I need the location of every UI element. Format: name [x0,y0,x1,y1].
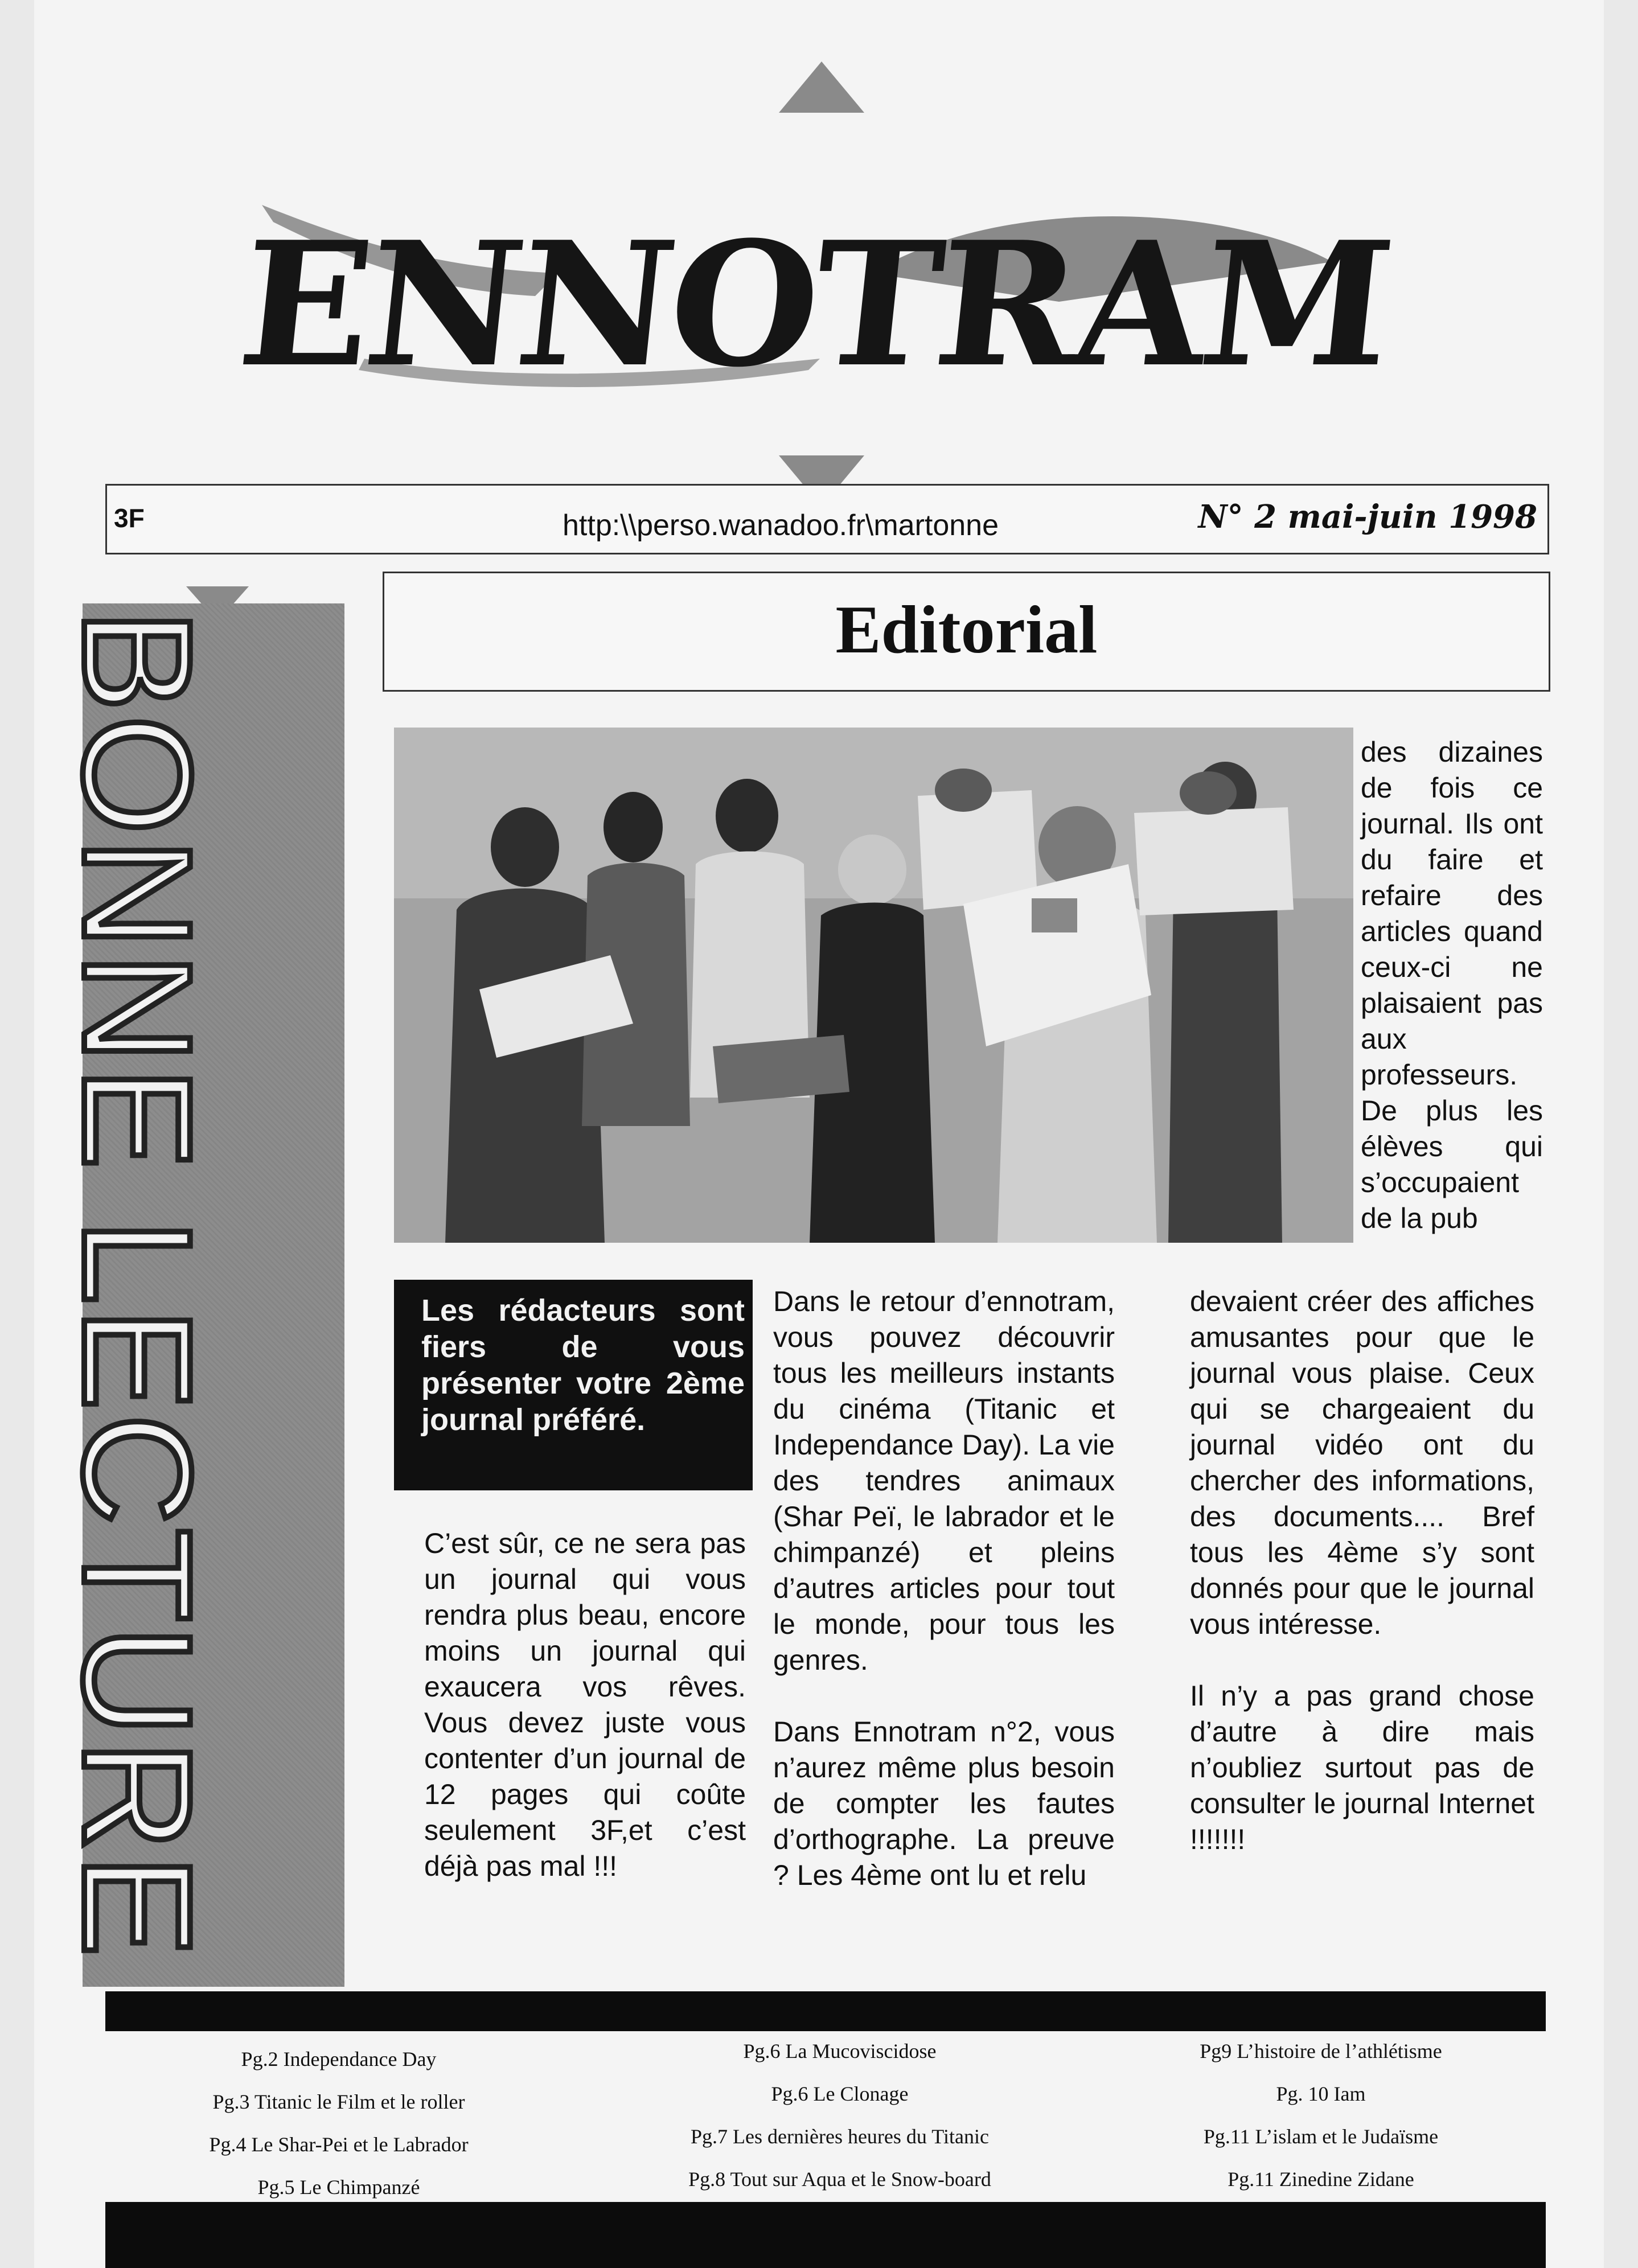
paragraph: devaient créer des affiches amusantes pour que le journal vous plaise. Ceux qui se chargeaient du journal vidéo ont du chercher des informations, des documents.... Bref tous les 4ème s’y sont donnés pour que le journal vous intéresse. [1190,1285,1534,1640]
toc-item[interactable]: Pg.3 Titanic le Film et le roller [212,2090,465,2113]
divider-bar [105,1991,1546,2031]
editorial-column-1 [424,1526,746,1884]
students-reading-photo [394,728,1353,1243]
paragraph: Dans Ennotram n°2, vous n’aurez même plus besoin de compter les fautes d’orthographe. La preuve ? Les 4ème ont lu et relu [773,1716,1115,1891]
paragraph: Il n’y a pas grand chose d’autre à dire mais n’oubliez surtout pas de consulter le journal Internet !!!!!!! [1190,1680,1534,1855]
website-url[interactable]: http:\\perso.wanadoo.fr\martonne [563,509,999,542]
divider-bar [105,2202,1546,2268]
toc-item[interactable]: Pg.7 Les dernières heures du Titanic [691,2125,989,2148]
toc-item[interactable]: Pg.6 Le Clonage [771,2082,909,2105]
issue-number: N° 2 mai-juin 1998 [1198,498,1537,536]
toc-item[interactable]: Pg.4 Le Shar-Pei et le Labrador [209,2133,469,2156]
masthead-title: ENNOTRAM [231,204,1398,405]
editorial-column-2 [773,1284,1115,1893]
photo-illustration [394,728,1353,1243]
toc-item[interactable]: Pg.2 Independance Day [241,2048,437,2070]
toc-item[interactable]: Pg.5 Le Chimpanzé [257,2176,420,2199]
info-bar [105,484,1549,554]
toc-item[interactable]: Pg.8 Tout sur Aqua et le Snow-board [688,2168,991,2191]
toc-item[interactable]: Pg9 L’histoire de l’athlétisme [1200,2040,1442,2062]
toc-item[interactable]: Pg.11 Zinedine Zidane [1228,2168,1414,2191]
sidebar-banner-text: BONNE LECTURE [51,609,223,1961]
page-title: Editorial [835,591,1098,667]
paragraph: C’est sûr, ce ne sera pas un journal qui vous rendra plus beau, encore moins un journal qui exaucera vos rêves. Vous devez juste vous contenter d’un journal de 12 pages qui coûte seulement 3F,et c’est déjà pas mal !!! [424,1527,746,1882]
toc-column-2 [606,2030,1073,2201]
paragraph: Dans le retour d’ennotram, vous pouvez découvrir tous les meilleurs instants du cinéma (Titanic et Independance Day). La vie des tendres animaux (Shar Peï, le labrador et le chimpanzé) et pleins d’autres articles pour tout le monde, pour tous les genres. [773,1285,1115,1676]
toc-column-1 [105,2038,572,2209]
toc-item[interactable]: Pg.11 L’islam et le Judaïsme [1203,2125,1439,2148]
triangle-up-icon [779,61,864,113]
editorial-column-3 [1190,1284,1534,1858]
toc-column-3 [1096,2030,1546,2201]
editorial-header [383,572,1550,692]
price-label: 3F [114,503,145,533]
table-of-contents [105,2038,1546,2199]
editorial-text-top-right: des dizaines de fois ce journal. Ils ont du faire et refaire des articles quand ceux-ci ne plaisaient pas aux professeurs. De plus les élèves qui s’occupaient de la pub [1361,736,1543,1234]
toc-item[interactable]: Pg.6 La Mucoviscidose [743,2040,937,2062]
toc-item[interactable]: Pg. 10 Iam [1276,2082,1366,2105]
editorial-highlight-box: Les rédacteurs sont fiers de vous présenter votre 2ème journal préféré. [394,1280,753,1490]
